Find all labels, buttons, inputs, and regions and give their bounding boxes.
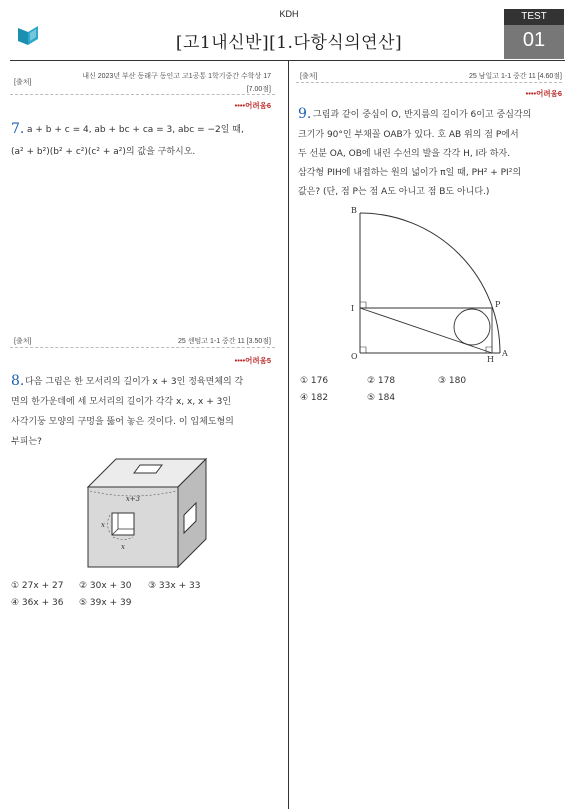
q7-source: 내신 2023년 부산 동래구 동인고 고1공통 1학기중간 수학상 17 bbox=[82, 73, 271, 80]
q9-text-line2: 크기가 90°인 부채꼴 OAB가 있다. 호 AB 위의 점 P에서 bbox=[298, 130, 519, 140]
q9-choice-2[interactable]: ② 178 bbox=[367, 376, 396, 386]
q9-source-tag: [출처] bbox=[300, 73, 318, 80]
q7-number: 7. bbox=[11, 121, 25, 137]
q7-points: [7.00점] bbox=[246, 86, 271, 93]
column-divider bbox=[288, 61, 289, 809]
q8-source: 25 센텀고 1-1 중간 11 [3.50점] bbox=[178, 338, 271, 345]
page-title: [고1내신반][1.다항식의연산] bbox=[175, 33, 403, 53]
q8-choice-5[interactable]: ⑤ 39x + 39 bbox=[79, 598, 132, 608]
header-label: KDH bbox=[279, 9, 299, 19]
q8-number: 8. bbox=[11, 373, 25, 389]
q9-difficulty: ••••어려움6 bbox=[525, 89, 562, 98]
q8-choice-3[interactable]: ③ 33x + 33 bbox=[148, 581, 201, 591]
q8-source-tag: [출처] bbox=[14, 338, 32, 345]
q9-divider bbox=[296, 82, 562, 83]
q8-divider bbox=[10, 347, 275, 348]
q9-choice-5[interactable]: ⑤ 184 bbox=[367, 393, 396, 403]
q7-difficulty: ••••어려움6 bbox=[234, 101, 271, 110]
q8-choice-4[interactable]: ④ 36x + 36 bbox=[11, 598, 64, 608]
test-badge-number: 01 bbox=[522, 29, 546, 51]
q7-divider bbox=[10, 94, 275, 95]
q8-choice-1[interactable]: ① 27x + 27 bbox=[11, 581, 64, 591]
q9-label-O: O bbox=[351, 352, 358, 361]
q9-text-line1: 그림과 같이 중심이 O, 반지름의 길이가 6이고 중심각의 bbox=[313, 110, 532, 120]
q9-source: 25 남일고 1-1 중간 11 [4.60점] bbox=[469, 73, 562, 80]
q9-label-P: P bbox=[495, 300, 501, 309]
q9-sector-figure bbox=[345, 203, 515, 365]
q8-text-line4: 부피는? bbox=[11, 437, 42, 447]
q9-text-line5: 값은? (단, 점 P는 점 A도 아니고 점 B도 아니다.) bbox=[298, 187, 490, 197]
q7-source-tag: [출처] bbox=[14, 79, 32, 86]
q9-choice-4[interactable]: ④ 182 bbox=[300, 393, 329, 403]
test-badge-label: TEST bbox=[504, 9, 564, 25]
q9-number: 9. bbox=[298, 106, 312, 122]
q8-text-line2: 면의 한가운데에 세 모서리의 길이가 각각 x, x, x + 3인 bbox=[11, 397, 232, 407]
q8-fig-label-top: x+3 bbox=[125, 495, 141, 503]
q8-fig-label-z: x bbox=[101, 521, 105, 529]
q9-label-H: H bbox=[487, 355, 494, 364]
q8-choice-2[interactable]: ② 30x + 30 bbox=[79, 581, 132, 591]
q9-choice-3[interactable]: ③ 180 bbox=[438, 376, 467, 386]
q9-text-line4: 삼각형 PIH에 내접하는 원의 넓이가 π일 때, PH² + PI²의 bbox=[298, 168, 522, 178]
q9-label-B: B bbox=[351, 206, 357, 215]
q9-label-I: I bbox=[351, 304, 355, 313]
q9-label-A: A bbox=[502, 349, 508, 358]
q7-text-line2: (a² + b²)(b² + c²)(c² + a²)의 값을 구하시오. bbox=[11, 147, 196, 157]
q7-text-line1: a + b + c = 4, ab + bc + ca = 3, abc = −2일 때, bbox=[27, 125, 244, 135]
q9-text-line3: 두 선분 OA, OB에 내린 수선의 발을 각각 H, I라 하자. bbox=[298, 149, 511, 159]
q8-text-line3: 사각기둥 모양의 구멍을 뚫어 놓은 것이다. 이 입체도형의 bbox=[11, 417, 234, 427]
q8-fig-label-x: x bbox=[121, 543, 125, 551]
q9-choice-1[interactable]: ① 176 bbox=[300, 376, 329, 386]
q8-cube-figure bbox=[80, 455, 215, 570]
q8-difficulty: ••••어려움5 bbox=[234, 356, 271, 365]
q8-text-line1: 다음 그림은 한 모서리의 길이가 x + 3인 정육면체의 각 bbox=[25, 377, 244, 387]
